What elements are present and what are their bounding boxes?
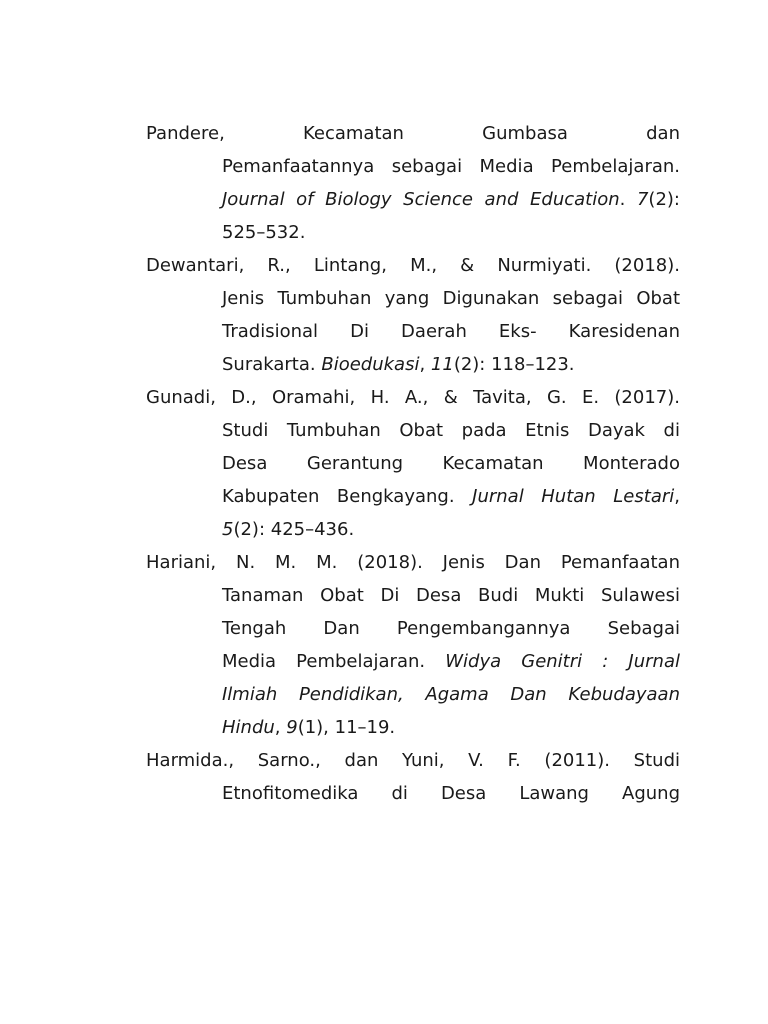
italic-text: Hindu: [222, 717, 275, 738]
reference-line: [146, 249, 680, 282]
reference-list: [146, 117, 680, 810]
text-run: ,: [274, 717, 287, 738]
italic-text: 7: [636, 189, 649, 210]
reference-line: [184, 216, 680, 249]
reference-line: [184, 678, 680, 711]
text-run: (2): 425–436.: [233, 519, 355, 540]
text-run: Harmida., Sarno., dan Yuni, V. F. (2011). Studi: [146, 750, 680, 771]
text-run: 525–532.: [222, 222, 306, 243]
reference-entry: [146, 117, 680, 249]
reference-line: [184, 513, 680, 546]
reference-line: [184, 315, 680, 348]
italic-text: 11: [430, 354, 454, 375]
reference-line: [184, 150, 680, 183]
text-run: Hariani, N. M. M. (2018). Jenis Dan Pemanfaatan: [146, 552, 680, 573]
text-run: Media Pembelajaran.: [222, 651, 446, 672]
reference-line: [184, 711, 680, 744]
reference-line: [184, 414, 680, 447]
text-run: (1), 11–19.: [297, 717, 396, 738]
text-run: .: [619, 189, 637, 210]
italic-text: 5: [222, 519, 234, 540]
reference-line: [184, 579, 680, 612]
reference-entry: [146, 381, 680, 546]
reference-line: [146, 744, 680, 777]
text-run: Studi Tumbuhan Obat pada Etnis Dayak di: [222, 420, 680, 441]
text-run: Tradisional Di Daerah Eks- Karesidenan: [222, 321, 680, 342]
reference-entry: [146, 249, 680, 381]
text-run: ,: [674, 486, 680, 507]
text-run: Surakarta.: [222, 354, 322, 375]
italic-text: Jurnal Hutan Lestari: [472, 486, 675, 507]
text-run: Desa Gerantung Kecamatan Monterado: [222, 453, 680, 474]
text-run: Tanaman Obat Di Desa Budi Mukti Sulawesi: [222, 585, 680, 606]
text-run: Pandere, Kecamatan Gumbasa dan: [146, 123, 680, 144]
reference-line: [146, 117, 680, 150]
reference-entry: [146, 744, 680, 810]
reference-line: [184, 183, 680, 216]
reference-line: [184, 777, 680, 810]
text-run: Tengah Dan Pengembangannya Sebagai: [222, 618, 680, 639]
reference-line: [184, 645, 680, 678]
text-run: Gunadi, D., Oramahi, H. A., & Tavita, G. E. (2017).: [146, 387, 680, 408]
text-run: Kabupaten Bengkayang.: [222, 486, 473, 507]
text-run: Etnofitomedika di Desa Lawang Agung: [222, 783, 680, 804]
reference-line: [184, 282, 680, 315]
reference-line: [184, 480, 680, 513]
italic-text: 9: [286, 717, 298, 738]
italic-text: Bioedukasi: [321, 354, 420, 375]
text-run: Dewantari, R., Lintang, M., & Nurmiyati. (2018).: [146, 255, 680, 276]
italic-text: Widya Genitri : Jurnal: [445, 651, 680, 672]
reference-entry: [146, 546, 680, 744]
reference-line: [184, 447, 680, 480]
text-run: Jenis Tumbuhan yang Digunakan sebagai Obat: [222, 288, 680, 309]
reference-line: [184, 348, 680, 381]
italic-text: Journal of Biology Science and Education: [222, 189, 620, 210]
text-run: ,: [419, 354, 431, 375]
reference-line: [184, 612, 680, 645]
reference-line: [146, 381, 680, 414]
reference-line: [146, 546, 680, 579]
italic-text: Ilmiah Pendidikan, Agama Dan Kebudayaan: [222, 684, 680, 705]
text-run: Pemanfaatannya sebagai Media Pembelajaran.: [222, 156, 680, 177]
text-run: (2): 118–123.: [453, 354, 575, 375]
text-run: (2):: [648, 189, 680, 210]
